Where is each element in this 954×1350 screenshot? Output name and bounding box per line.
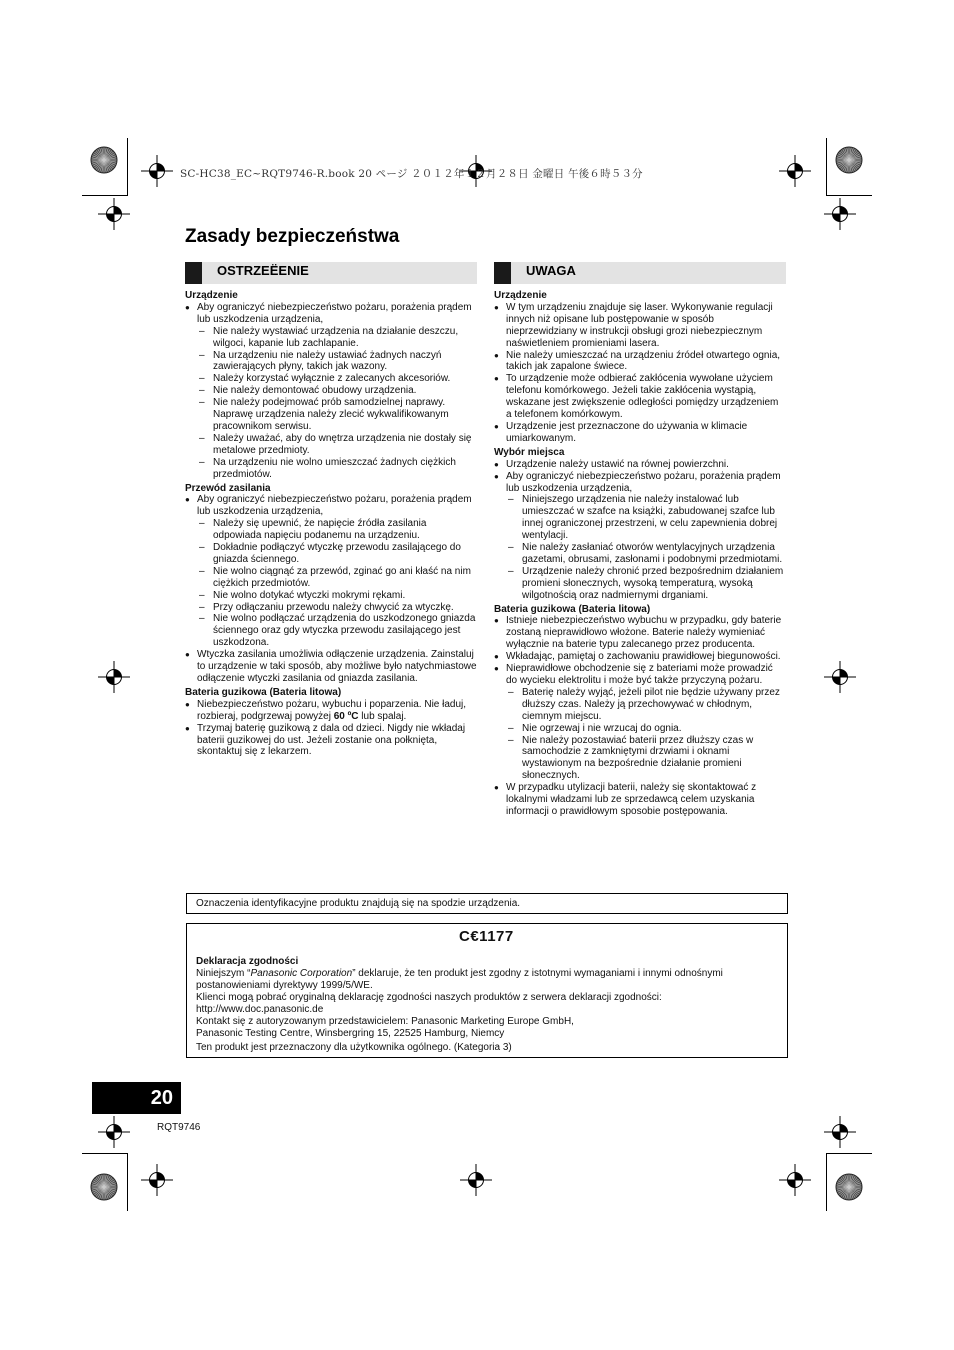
dash-item: – Urządzenie należy chronić przed bezpośrednim działaniem promieni słonecznych, wysoką temperaturą, wysoką wilgotnością oraz nadmiernymi drganiami. bbox=[508, 566, 786, 602]
bullet-text: Nieprawidłowe obchodzenie się z bateriami może prowadzić do wycieku elektrolitu i może być także przyczyną pożaru. bbox=[506, 663, 773, 686]
placement-bullets bbox=[494, 459, 786, 602]
dash-item: – Niniejszego urządzenia nie należy instalować lub umieszczać w szafce na książki, zabudowanej szafce lub innej ograniczonej przestrzeni, w celu zapewnienia dobrej wentylacji. bbox=[508, 494, 786, 542]
placement-subheading: Wybór miejsca bbox=[494, 446, 565, 458]
dash-item: – Nie należy podejmować prób samodzielnej naprawy. Naprawę urządzenia należy zlecić wykwalifikowanym pracownikom serwisu. bbox=[199, 397, 477, 433]
color-target-icon bbox=[835, 1173, 863, 1201]
dash-item: – Nie należy zasłaniać otworów wentylacyjnych urządzenia gazetami, obrusami, zasłonami i podobnymi przedmiotami. bbox=[508, 542, 786, 566]
crop-mark bbox=[826, 138, 827, 196]
bullet-text: Aby ograniczyć niebezpieczeństwo pożaru, porażenia prądem lub uszkodzenia urządzenia, bbox=[197, 494, 472, 518]
bullet-text: Niebezpieczeństwo pożaru, wybuchu i poparzenia. Nie ładuj, rozbieraj, podgrzewaj powyżej bbox=[197, 698, 467, 722]
declaration-box bbox=[186, 923, 788, 1058]
dash-item: – Należy korzystać wyłącznie z zalecanych akcesoriów. bbox=[199, 373, 477, 385]
dash-item: – Należy się upewnić, że napięcie źródła zasilania odpowiada napięciu podanemu na urządzeniu. bbox=[199, 518, 477, 542]
declaration-url: http://www.doc.panasonic.de bbox=[196, 1004, 324, 1015]
battery-bullets bbox=[185, 699, 477, 759]
crop-mark bbox=[127, 138, 128, 196]
declaration-line bbox=[196, 968, 781, 992]
dash-item: – Na urządzeniu nie należy ustawiać żadnych naczyń zawierających płyny, takich jak wazony. bbox=[199, 350, 477, 374]
dash-item: – Przy odłączaniu przewodu należy chwycić za wtyczkę. bbox=[199, 602, 477, 614]
color-target-icon bbox=[90, 146, 118, 174]
temperature-value: 60 ºC bbox=[333, 710, 359, 722]
dash-item: – Baterię należy wyjąć, jeżeli pilot nie będzie używany przez dłuższy czas. Należy ją przechowywać w chłodnym, ciemnym miejscu. bbox=[508, 687, 786, 723]
heading-bar bbox=[494, 262, 511, 284]
registration-mark-icon bbox=[779, 1164, 811, 1196]
list-item bbox=[185, 699, 477, 723]
list-item: ● Urządzenie jest przeznaczone do używania w klimacie umiarkowanym. bbox=[494, 421, 786, 445]
dash-item: – Nie należy demontować obudowy urządzenia. bbox=[199, 385, 477, 397]
list-item: ● Trzymaj baterię guzikową z dala od dzieci. Nigdy nie wkładaj baterii guzikowej do ust. Jeżeli zostanie ona połknięta, skontaktuj się z lekarzem. bbox=[185, 723, 477, 759]
list-item bbox=[185, 494, 477, 649]
list-item bbox=[185, 302, 477, 481]
registration-mark-icon bbox=[98, 198, 130, 230]
crop-mark bbox=[826, 1153, 827, 1211]
company-name: Panasonic Corporation bbox=[250, 968, 353, 979]
dash-item: – Nie wolno podłączać urządzenia do uszkodzonego gniazda ściennego oraz gdy wtyczka przewodu zasilającego jest uszkodzona. bbox=[199, 613, 477, 649]
declaration-title: Deklaracja zgodności bbox=[196, 956, 299, 967]
declaration-line: Panasonic Testing Centre, Winsbergring 15, 22525 Hamburg, Niemcy bbox=[196, 1028, 505, 1039]
registration-mark-icon bbox=[98, 1116, 130, 1148]
device-subheading: Urządzenie bbox=[185, 290, 238, 301]
caution-heading-label: UWAGA bbox=[526, 263, 576, 278]
print-header: SC-HC38_EC~RQT9746-R.book 20 ページ ２０１２年１２月２８日 金曜日 午後６時５３分 bbox=[180, 168, 643, 180]
list-item bbox=[494, 471, 786, 602]
heading-bar bbox=[185, 262, 202, 284]
caution-heading bbox=[494, 262, 786, 284]
declaration-text: Niniejszym “ bbox=[196, 968, 251, 979]
placement-dash-list bbox=[506, 494, 786, 601]
list-item: ● Wtyczka zasilania umożliwia odłączenie urządzenia. Zainstaluj to urządzenie w taki sposób, aby możliwe było natychmiastowe odłączenie wtyczki zasilania od gniazda zasilania. bbox=[185, 649, 477, 685]
list-item bbox=[494, 663, 786, 782]
document-code: RQT9746 bbox=[157, 1122, 201, 1133]
product-id-note bbox=[186, 893, 788, 914]
caution-column bbox=[494, 262, 786, 818]
bullet-text: lub spalaj. bbox=[358, 710, 407, 722]
declaration-line: Ten produkt jest przeznaczony dla użytkownika ogólnego. (Kategoria 3) bbox=[196, 1042, 512, 1053]
registration-mark-icon bbox=[824, 661, 856, 693]
crop-mark bbox=[127, 1153, 128, 1211]
list-item: ● To urządzenie może odbierać zakłócenia wywołane użyciem telefonu komórkowego. Jeżeli takie zakłócenia wystąpią, wskazane jest zwiększenie odległości pomiędzy urządzeniem a telefonem komórkowym. bbox=[494, 373, 786, 421]
battery-subheading: Bateria guzikowa (Bateria litowa) bbox=[494, 603, 651, 615]
registration-mark-icon bbox=[98, 661, 130, 693]
dash-item: – Należy uważać, aby do wnętrza urządzenia nie dostały się metalowe przedmioty. bbox=[199, 433, 477, 457]
declaration-line: Klienci mogą pobrać oryginalną deklarację zgodności naszych produktów z serwera deklaracji zgodności: bbox=[196, 992, 662, 1003]
page-title: Zasady bezpieczeństwa bbox=[185, 226, 400, 247]
crop-mark bbox=[82, 1153, 128, 1154]
dash-item: – Nie wolno dotykać wtyczki mokrymi rękami. bbox=[199, 590, 477, 602]
list-item: ● Urządzenie należy ustawić na równej powierzchni. bbox=[494, 459, 786, 471]
warning-column bbox=[185, 262, 477, 758]
page-number: 20 bbox=[92, 1082, 181, 1114]
color-target-icon bbox=[90, 1173, 118, 1201]
warning-heading-label: OSTRZEËENIE bbox=[217, 263, 309, 278]
bullet-text: Aby ograniczyć niebezpieczeństwo pożaru, porażenia prądem lub uszkodzenia urządzenia, bbox=[506, 470, 781, 494]
dash-item: – Nie ogrzewaj i nie wrzucaj do ognia. bbox=[508, 723, 786, 735]
bullet-text: Aby ograniczyć niebezpieczeństwo pożaru, porażenia prądem lub uszkodzenia urządzenia, bbox=[197, 301, 472, 325]
list-item: ● Nie należy umieszczać na urządzeniu źródeł otwartego ognia, takich jak zapalone świece. bbox=[494, 350, 786, 374]
registration-mark-icon bbox=[141, 155, 173, 187]
registration-mark-icon bbox=[141, 1164, 173, 1196]
crop-mark bbox=[826, 195, 872, 196]
power-cord-bullets bbox=[185, 494, 477, 685]
declaration-line: Kontakt się z autoryzowanym przedstawicielem: Panasonic Marketing Europe GmbH, bbox=[196, 1016, 574, 1027]
color-target-icon bbox=[835, 146, 863, 174]
dash-item: – Nie należy wystawiać urządzenia na działanie deszczu, wilgoci, kapanie lub zachlapanie. bbox=[199, 326, 477, 350]
list-item: ● Wkładając, pamiętaj o zachowaniu prawidłowej biegunowości. bbox=[494, 651, 786, 663]
registration-mark-icon bbox=[824, 1116, 856, 1148]
device-subheading: Urządzenie bbox=[494, 290, 547, 301]
crop-mark bbox=[82, 195, 128, 196]
device-dash-list bbox=[197, 326, 477, 481]
dash-item: – Nie należy pozostawiać baterii przez dłuższy czas w samochodzie z zamkniętymi drzwiami i oknami wystawionym na bezpośrednie działanie promieni słonecznych. bbox=[508, 735, 786, 783]
registration-mark-icon bbox=[824, 198, 856, 230]
registration-mark-icon bbox=[779, 155, 811, 187]
registration-mark-icon bbox=[460, 1164, 492, 1196]
power-cord-dash-list bbox=[197, 518, 477, 649]
battery-subheading: Bateria guzikowa (Bateria litowa) bbox=[185, 686, 342, 698]
crop-mark bbox=[826, 1153, 872, 1154]
list-item: ● Istnieje niebezpieczeństwo wybuchu w przypadku, gdy baterie zostaną nieprawidłowo włożone. Baterie należy wymieniać wyłącznie na baterie typu zalecanego przez producenta. bbox=[494, 615, 786, 651]
ce-mark: C€1177 bbox=[459, 928, 514, 945]
dash-item: – Nie wolno ciągnąć za przewód, zginać go ani kłaść na nim ciężkich przedmiotów. bbox=[199, 566, 477, 590]
dash-item: – Dokładnie podłączyć wtyczkę przewodu zasilającego do gniazda ściennego. bbox=[199, 542, 477, 566]
device-bullets bbox=[185, 302, 477, 481]
list-item: ● W tym urządzeniu znajduje się laser. Wykonywanie regulacji innych niż opisane lub postępowanie w sposób nieprzewidziany w instrukcji obsługi grozi niebezpiecznym naświetleniem promieniami lasera. bbox=[494, 302, 786, 350]
list-item: ● W przypadku utylizacji baterii, należy się skontaktować z lokalnymi władzami lub ze sprzedawcą celem uzyskania informacji o prawidłowym sposobie postępowania. bbox=[494, 782, 786, 818]
battery-bullets bbox=[494, 615, 786, 817]
power-cord-subheading: Przewód zasilania bbox=[185, 482, 271, 494]
device-bullets bbox=[494, 302, 786, 445]
declaration-text bbox=[196, 956, 781, 1054]
dash-item: – Na urządzeniu nie wolno umieszczać żadnych ciężkich przedmiotów. bbox=[199, 457, 477, 481]
warning-heading bbox=[185, 262, 477, 284]
battery-dash-list bbox=[506, 687, 786, 782]
declaration-text: ” deklaruje, że ten produkt jest zgodny z istotnymi wymaganiami i innymi odnośnymi postanowieniami dyrektywy 1999/5/WE. bbox=[196, 968, 723, 991]
product-id-note-text: Oznaczenia identyfikacyjne produktu znajdują się na spodzie urządzenia. bbox=[196, 898, 521, 909]
